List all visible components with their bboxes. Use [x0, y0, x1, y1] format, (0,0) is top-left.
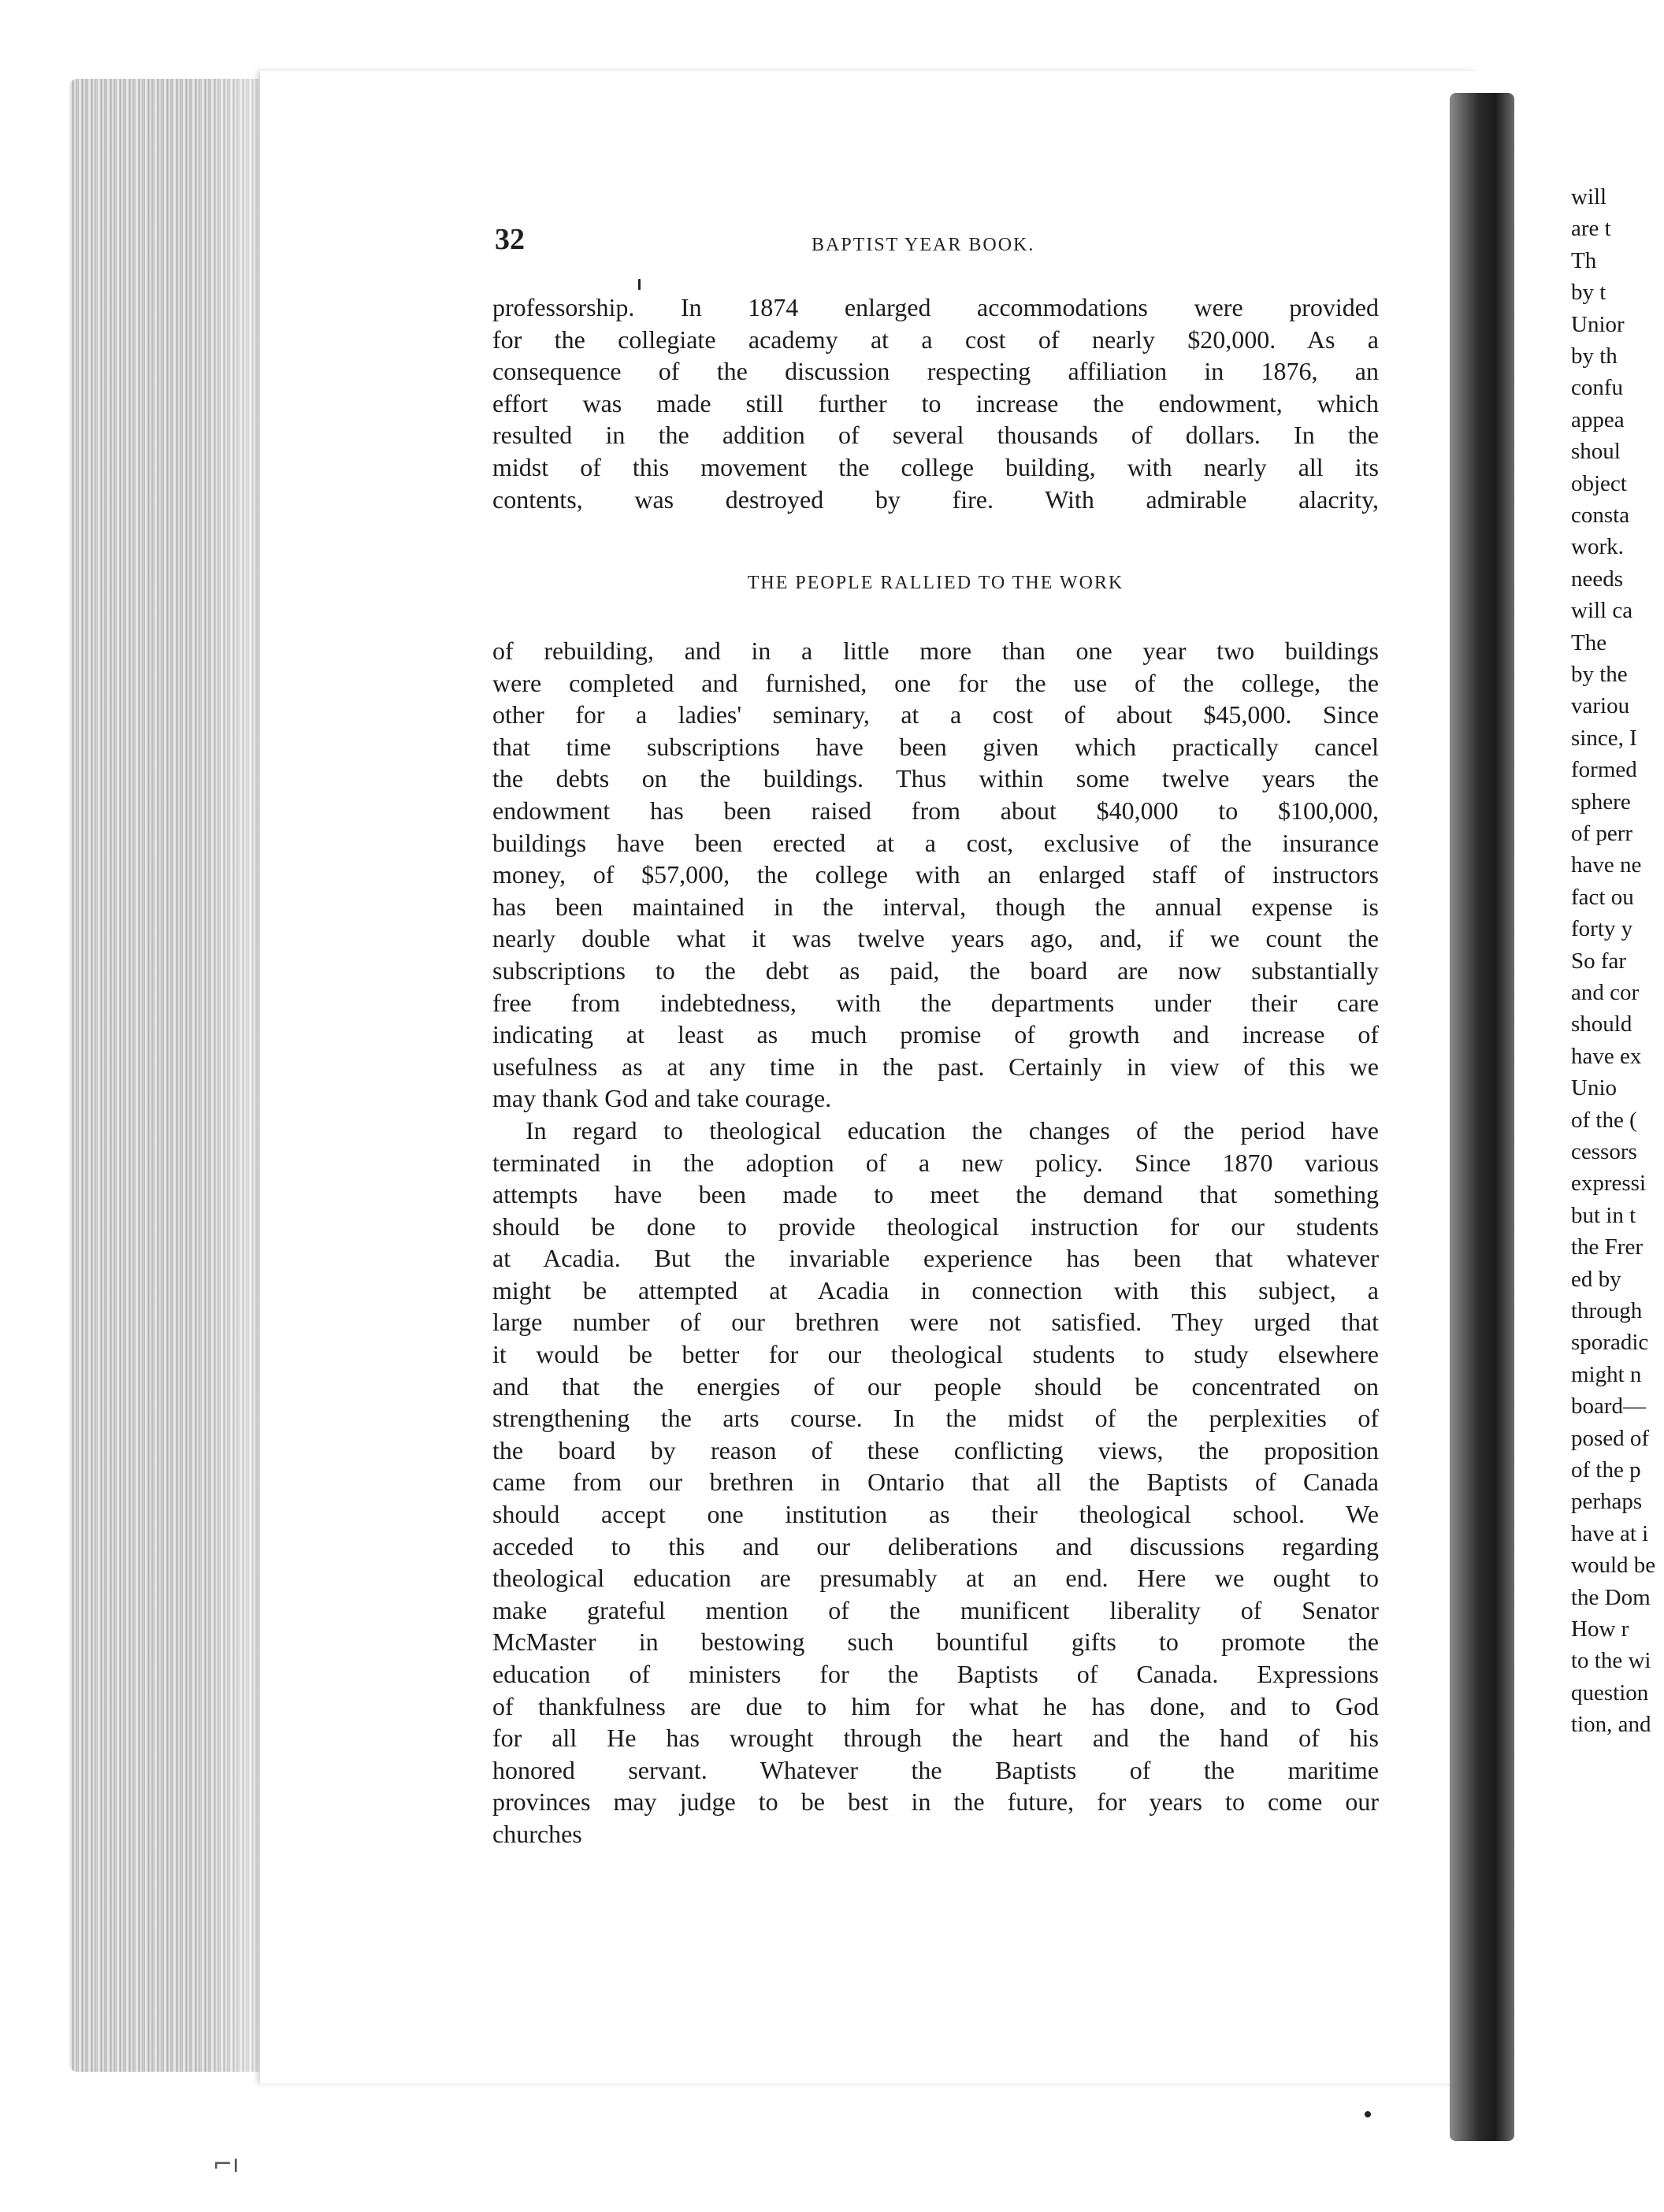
text-line: subscriptions to the debt as paid, the board are now substantially: [492, 956, 1379, 985]
facing-page-line-fragment: the Frer: [1571, 1234, 1643, 1260]
facing-page-line-fragment: confu: [1571, 375, 1624, 401]
facing-page-line-fragment: consta: [1571, 503, 1630, 528]
text-line: indicating at least as much promise of growth and increase of: [492, 1020, 1379, 1049]
facing-page-line-fragment: will: [1571, 184, 1607, 210]
facing-page-line-fragment: will ca: [1571, 598, 1633, 624]
text-line: McMaster in bestowing such bountiful gifts to promote the: [492, 1627, 1379, 1657]
text-line: provinces may judge to be best in the future, for years to come our: [492, 1787, 1379, 1817]
text-line: make grateful mention of the munificent liberality of Senator: [492, 1595, 1379, 1624]
facing-page-line-fragment: might n: [1571, 1361, 1642, 1387]
paragraph-1: [492, 291, 1379, 515]
text-line: honored servant. Whatever the Baptists of the maritime: [492, 1755, 1379, 1784]
facing-page-line-fragment: would be: [1571, 1553, 1656, 1579]
text-line: came from our brethren in Ontario that all the Baptists of Canada: [492, 1468, 1379, 1497]
facing-page-line-fragment: board—: [1571, 1394, 1647, 1420]
text-line: contents, was destroyed by fire. With admirable alacrity,: [492, 484, 1379, 514]
text-line: might be attempted at Acadia in connection with this subject, a: [492, 1275, 1379, 1305]
text-line: theological education are presumably at an end. Here we ought to: [492, 1564, 1379, 1593]
facing-page-line-fragment: but in t: [1571, 1202, 1636, 1228]
text-line: and that the energies of our people should be concentrated on: [492, 1371, 1379, 1401]
text-line: large number of our brethren were not satisfied. They urged that: [492, 1308, 1379, 1337]
scan-speck: [638, 279, 641, 290]
text-line: that time subscriptions have been given which practically cancel: [492, 732, 1379, 761]
text-line: should accept one institution as their theological school. We: [492, 1500, 1379, 1529]
facing-page-line-fragment: by t: [1571, 280, 1606, 306]
facing-page-line-fragment: through: [1571, 1298, 1643, 1323]
scan-corner-mark: ⌐ı: [213, 2151, 240, 2178]
facing-page-line-fragment: Unior: [1571, 311, 1625, 337]
facing-page-line-fragment: of the (: [1571, 1107, 1637, 1133]
facing-page-line-fragment: have ne: [1571, 852, 1642, 878]
text-line: buildings have been erected at a cost, exclusive of the insurance: [492, 828, 1379, 857]
text-line: professorship. In 1874 enlarged accommodations were provided: [492, 293, 1379, 321]
facing-page-line-fragment: formed: [1571, 757, 1637, 783]
text-line: free from indebtedness, with the departments under their care: [492, 988, 1379, 1017]
text-line: for the collegiate academy at a cost of nearly $20,000. As a: [492, 325, 1379, 354]
facing-page-line-fragment: sporadic: [1571, 1330, 1649, 1356]
text-line: acceded to this and our deliberations and discussions regarding: [492, 1531, 1379, 1561]
text-line: terminated in the adoption of a new policy. Since 1870 various: [492, 1148, 1379, 1177]
facing-page-line-fragment: expressi: [1571, 1171, 1647, 1197]
text-line: effort was made still further to increase the endowment, which: [492, 388, 1379, 418]
text-line: attempts have been made to meet the demand that something: [492, 1180, 1379, 1209]
facing-page-line-fragment: are t: [1571, 216, 1611, 242]
text-line: consequence of the discussion respecting affiliation in 1876, an: [492, 357, 1379, 386]
text-line: usefulness as at any time in the past. Certainly in view of this we: [492, 1052, 1379, 1081]
text-line: midst of this movement the college building, with nearly all its: [492, 452, 1379, 481]
facing-page-line-fragment: appea: [1571, 406, 1625, 432]
facing-page-line-fragment: fact ou: [1571, 884, 1634, 910]
facing-page-line-fragment: Unio: [1571, 1075, 1617, 1101]
text-line: nearly double what it was twelve years ago, and, if we count the: [492, 924, 1379, 953]
paragraph-2-and-3: [492, 635, 1379, 1850]
facing-page-line-fragment: So far: [1571, 948, 1627, 974]
text-line: it would be better for our theological students to study elsewhere: [492, 1340, 1379, 1369]
text-line: other for a ladies' seminary, at a cost of about $45,000. Since: [492, 700, 1379, 729]
text-line: were completed and furnished, one for the use of the college, the: [492, 668, 1379, 697]
facing-page-line-fragment: work.: [1571, 534, 1624, 560]
facing-page-line-fragment: forty y: [1571, 916, 1633, 942]
book-page-edges: [69, 79, 276, 2072]
section-heading: THE PEOPLE RALLIED TO THE WORK: [747, 573, 1124, 593]
text-line: In regard to theological education the changes of the period have: [526, 1115, 1379, 1145]
facing-page-fragment: [1568, 87, 1664, 2166]
facing-page-line-fragment: perhaps: [1571, 1489, 1643, 1515]
text-line: should be done to provide theological instruction for our students: [492, 1212, 1379, 1241]
scan-speck: [1365, 2111, 1371, 2117]
text-line: resulted in the addition of several thousands of dollars. In the: [492, 421, 1379, 450]
text-line: may thank God and take courage.: [492, 1084, 832, 1113]
text-line: for all He has wrought through the heart and the hand of his: [492, 1724, 1379, 1753]
text-line: has been maintained in the interval, though the annual expense is: [492, 892, 1379, 921]
text-line: the board by reason of these conflicting views, the proposition: [492, 1435, 1379, 1464]
text-line: churches: [492, 1819, 582, 1848]
facing-page-line-fragment: variou: [1571, 693, 1630, 719]
facing-page-line-fragment: ed by: [1571, 1266, 1621, 1292]
text-line: strengthening the arts course. In the midst of the perplexities of: [492, 1404, 1379, 1433]
text-line: of thankfulness are due to him for what he has done, and to God: [492, 1691, 1379, 1720]
facing-page-line-fragment: needs: [1571, 566, 1624, 592]
facing-page-line-fragment: sphere: [1571, 789, 1631, 815]
text-line: the debts on the buildings. Thus within some twelve years the: [492, 764, 1379, 793]
facing-page-line-fragment: and cor: [1571, 980, 1640, 1005]
facing-page-line-fragment: How r: [1571, 1616, 1629, 1642]
facing-page-line-fragment: by the: [1571, 662, 1628, 687]
facing-page-line-fragment: of the p: [1571, 1457, 1641, 1483]
facing-page-line-fragment: cessors: [1571, 1139, 1637, 1164]
facing-page-line-fragment: should: [1571, 1011, 1632, 1037]
text-line: at Acadia. But the invariable experience has been that whatever: [492, 1244, 1379, 1273]
facing-page-line-fragment: since, I: [1571, 725, 1637, 751]
text-line: endowment has been raised from about $40,000 to $100,000,: [492, 796, 1379, 825]
facing-page-line-fragment: question: [1571, 1679, 1649, 1705]
facing-page-line-fragment: posed of: [1571, 1425, 1650, 1451]
text-line: of rebuilding, and in a little more than one year two buildings: [492, 637, 1379, 665]
facing-page-line-fragment: Th: [1571, 247, 1597, 273]
facing-page-line-fragment: of perr: [1571, 821, 1633, 846]
book-gutter: [1450, 93, 1514, 2141]
facing-page-line-fragment: to the wi: [1571, 1648, 1651, 1674]
facing-page-line-fragment: object: [1571, 470, 1627, 496]
facing-page-line-fragment: the Dom: [1571, 1584, 1651, 1610]
running-title: BAPTIST YEAR BOOK.: [812, 235, 1035, 255]
facing-page-line-fragment: shoul: [1571, 439, 1621, 465]
text-line: education of ministers for the Baptists of Canada. Expressions: [492, 1660, 1379, 1688]
facing-page-line-fragment: have ex: [1571, 1043, 1642, 1069]
facing-page-line-fragment: by th: [1571, 343, 1618, 369]
facing-page-line-fragment: tion, and: [1571, 1712, 1651, 1738]
facing-page-line-fragment: have at i: [1571, 1520, 1649, 1546]
facing-page-line-fragment: The: [1571, 629, 1607, 655]
text-line: money, of $57,000, the college with an enlarged staff of instructors: [492, 860, 1379, 889]
page-number: 32: [495, 223, 525, 256]
